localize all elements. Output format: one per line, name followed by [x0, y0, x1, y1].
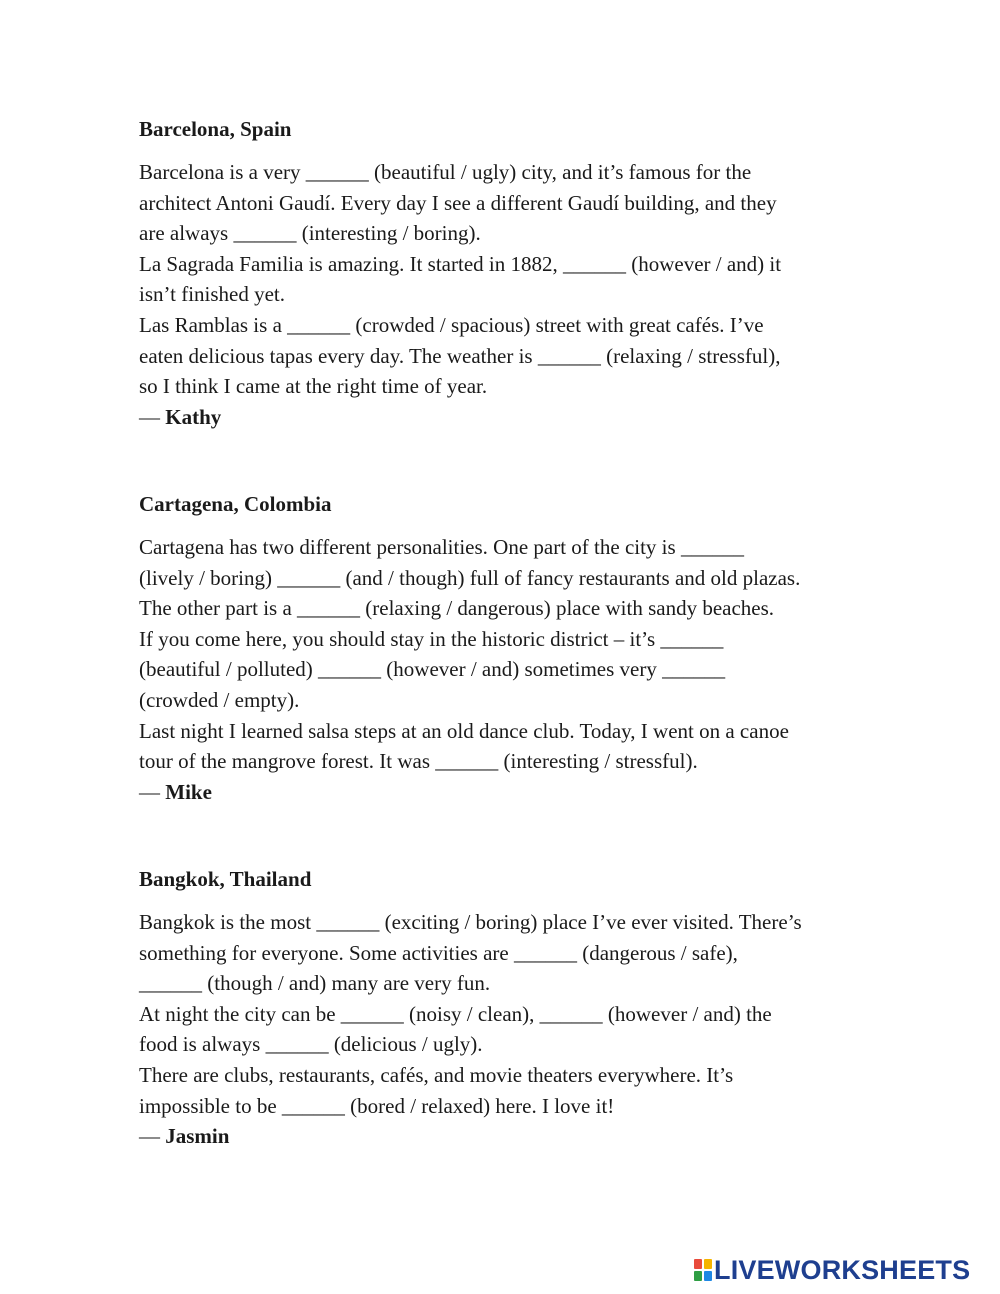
text-line: Bangkok is the most ______ (exciting / boring) place I’ve ever visited. There’s	[139, 910, 802, 934]
section-bangkok	[139, 864, 879, 1152]
text-line: Barcelona is a very ______ (beautiful / ugly) city, and it’s famous for the	[139, 160, 752, 184]
text-line: La Sagrada Familia is amazing. It started in 1882, ______ (however / and) it	[139, 251, 782, 276]
text-line: The other part is a ______ (relaxing / dangerous) place with sandy beaches.	[139, 596, 775, 621]
text-line: Cartagena has two different personalities. One part of the city is ______	[139, 535, 744, 559]
signature	[139, 777, 879, 808]
section-title: Cartagena, Colombia	[139, 492, 332, 516]
section-text	[139, 157, 879, 402]
section-title: Bangkok, Thailand	[139, 867, 312, 891]
text-line: (lively / boring) ______ (and / though) full of fancy restaurants and old plazas.	[139, 565, 801, 590]
section-cartagena	[139, 489, 879, 807]
text-line: isn’t finished yet.	[139, 282, 286, 307]
logo-square-blue	[704, 1271, 712, 1281]
section-text	[139, 532, 879, 777]
logo-square-yellow	[704, 1259, 712, 1269]
signature-dash: —	[139, 404, 166, 429]
text-line: something for everyone. Some activities are ______ (dangerous / safe),	[139, 940, 738, 965]
section-title: Barcelona, Spain	[139, 117, 292, 141]
text-line: so I think I came at the right time of year.	[139, 374, 488, 399]
text-line: ______ (though / and) many are very fun.	[139, 971, 491, 996]
text-line: There are clubs, restaurants, cafés, and movie theaters everywhere. It’s	[139, 1062, 734, 1087]
logo-square-red	[694, 1259, 702, 1269]
signature	[139, 1121, 879, 1152]
text-line: Las Ramblas is a ______ (crowded / spacious) street with great cafés. I’ve	[139, 312, 764, 337]
text-line: (crowded / empty).	[139, 687, 300, 712]
signature-name: Jasmin	[165, 1124, 230, 1149]
text-line: If you come here, you should stay in the historic district – it’s ______	[139, 626, 724, 651]
text-line: (beautiful / polluted) ______ (however / and) sometimes very ______	[139, 657, 726, 682]
signature	[139, 402, 879, 433]
signature-name: Kathy	[165, 404, 222, 429]
text-line: impossible to be ______ (bored / relaxed) here. I love it!	[139, 1093, 615, 1118]
signature-dash: —	[139, 779, 166, 804]
logo-square-green	[694, 1271, 702, 1281]
text-line: eaten delicious tapas every day. The weather is ______ (relaxing / stressful),	[139, 343, 781, 368]
section-text	[139, 907, 879, 1121]
text-line: At night the city can be ______ (noisy / clean), ______ (however / and) the	[139, 1001, 772, 1026]
text-line: are always ______ (interesting / boring).	[139, 221, 481, 246]
text-line: architect Antoni Gaudí. Every day I see a different Gaudí building, and they	[139, 190, 777, 215]
section-barcelona	[139, 114, 879, 432]
signature-dash: —	[139, 1124, 166, 1149]
signature-name: Mike	[165, 779, 212, 804]
liveworksheets-logo-icon	[694, 1259, 712, 1281]
brand-text: LIVEWORKSHEETS	[714, 1254, 971, 1285]
text-line: food is always ______ (delicious / ugly).	[139, 1032, 483, 1057]
text-line: tour of the mangrove forest. It was ______ (interesting / stressful).	[139, 749, 698, 774]
text-line: Last night I learned salsa steps at an old dance club. Today, I went on a canoe	[139, 718, 789, 743]
liveworksheets-brand[interactable]	[694, 1253, 970, 1287]
